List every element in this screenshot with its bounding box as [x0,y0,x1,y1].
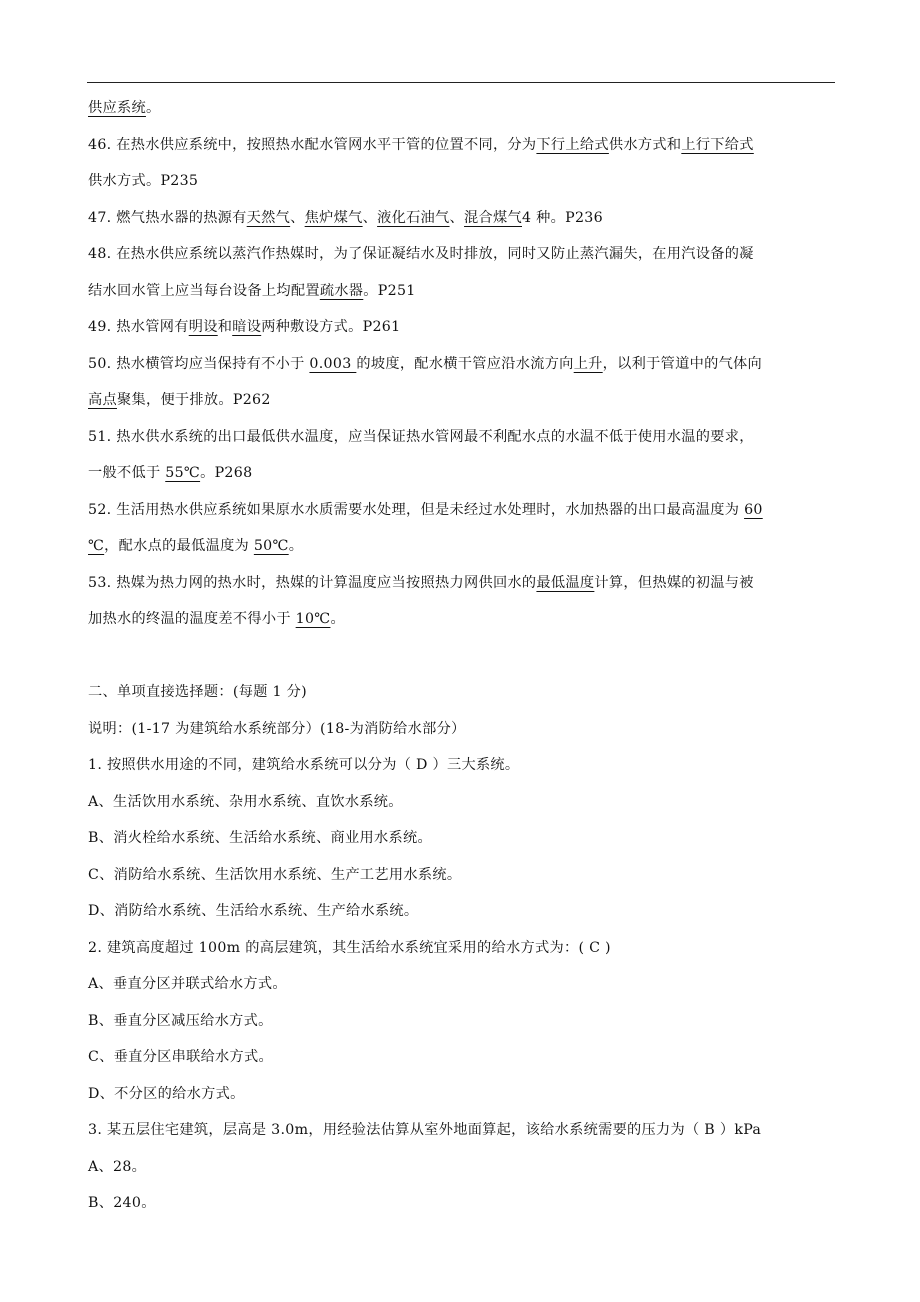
text-line [88,1039,848,1076]
underlined-answer: 暗设 [232,319,262,335]
text-segment: B、消火栓给水系统、生活给水系统、商业用水系统。 [88,830,432,846]
text-line [88,930,848,967]
document-body [88,90,848,1222]
text-segment: 。 [330,611,345,627]
text-segment: C、消防给水系统、生活饮用水系统、生产工艺用水系统。 [88,866,462,883]
text-segment: D、不分区的给水方式。 [88,1085,245,1102]
text-segment: D、消防给水系统、生活给水系统、生产给水系统。 [88,903,419,919]
underlined-answer: 液化石油气 [377,209,450,226]
text-line [88,784,848,821]
text-segment: 的坡度，配水横干管应沿水流方向 [356,355,574,372]
underlined-answer: ℃ [88,538,105,554]
text-line [88,309,848,346]
text-segment: 52. 生活用热水供应系统如果原水水质需要水处理，但是未经过水处理时，水加热器的出口最高温度为 [88,501,745,518]
text-line [88,1003,848,1040]
text-segment: 和 [217,319,233,335]
underlined-answer: 供应系统 [88,100,146,116]
underlined-answer: 下行上给式 [536,136,609,153]
text-segment: 两种敷设方式。P261 [261,319,401,335]
text-line [88,1076,848,1113]
text-line [88,90,848,127]
text-line [88,747,848,784]
text-line [88,346,848,383]
text-line [88,857,848,894]
text-segment: 51. 热水供水系统的出口最低供水温度，应当保证热水管网最不利配水点的水温不低于使用水温的要求， [88,428,754,445]
text-segment: 供水方式。P235 [88,173,199,189]
text-segment: 结水回水管上应当每台设备上均配置 [88,282,320,299]
blank-line [88,638,848,675]
text-segment: C、垂直分区串联给水方式。 [88,1049,274,1065]
text-line [88,711,848,748]
text-segment: 说明：(1-17 为建筑给水系统部分）(18-为消防给水部分） [88,720,466,737]
text-segment: 计算，但热媒的初温与被 [594,574,754,591]
text-segment: 49. 热水管网有 [88,319,189,335]
text-segment: A、生活饮用水系统、杂用水系统、直饮水系统。 [88,793,403,810]
text-segment: 聚集，便于排放。P262 [116,392,271,408]
text-line [88,674,848,711]
text-segment: 、 [449,209,465,226]
underlined-answer: 天然气 [246,209,291,226]
text-line [88,492,848,529]
text-segment: 供水方式和 [608,136,682,153]
text-line [88,601,848,638]
text-segment: 、 [290,209,305,226]
text-line [88,163,848,200]
text-line [88,820,848,857]
text-segment: 4 种。P236 [522,209,603,226]
underlined-answer: 60 [744,501,763,518]
text-segment: B、垂直分区减压给水方式。 [88,1012,273,1029]
underlined-answer: 50℃ [253,538,289,554]
text-segment: A、28。 [88,1158,147,1175]
text-segment: B、240。 [88,1195,156,1211]
underlined-answer: 高点 [88,392,117,408]
text-segment: 、 [362,209,378,226]
text-line [88,1149,848,1186]
underlined-answer: 最低温度 [536,574,595,591]
text-line [88,1185,848,1222]
text-segment: 2. 建筑高度超过 100m 的高层建筑，其生活给水系统宜采用的给水方式为：( C ) [88,939,611,956]
text-segment: 47. 燃气热水器的热源有 [88,209,247,226]
text-line [88,236,848,273]
text-line [88,893,848,930]
underlined-answer: 上行下给式 [681,136,754,153]
underlined-answer: 10℃ [295,611,331,627]
text-line [88,419,848,456]
text-segment: 48. 在热水供应系统以蒸汽作热媒时，为了保证凝结水及时排放，同时又防止蒸汽漏失，在用汽设备的凝 [88,246,754,262]
text-segment: 。P251 [363,282,416,299]
header-rule [87,82,835,83]
text-segment: A、垂直分区并联式给水方式。 [88,976,287,992]
underlined-answer: 焦炉煤气 [304,209,363,226]
text-line [88,966,848,1003]
text-line [88,528,848,565]
underlined-answer: 55℃ [165,465,201,481]
text-segment: 。 [288,538,304,554]
text-segment: ，以利于管道中的气体向 [602,355,763,372]
text-line [88,565,848,602]
text-segment: 53. 热媒为热力网的热水时，热媒的计算温度应当按照热力网供回水的 [88,574,537,591]
text-segment: 46. 在热水供应系统中，按照热水配水管网水平干管的位置不同，分为 [88,136,537,153]
text-segment: 二、单项直接选择题：(每题 1 分) [88,684,307,700]
text-segment: 3. 某五层住宅建筑，层高是 3.0m，用经验法估算从室外地面算起，该给水系统需要的压力为（ B ）kPa [88,1122,762,1138]
text-line [88,1112,848,1149]
text-line [88,382,848,419]
text-segment: ，配水点的最低温度为 [104,538,254,554]
text-line [88,200,848,237]
underlined-answer: 疏水器 [319,282,364,299]
text-segment: 1. 按照供水用途的不同，建筑给水系统可以分为（ D ）三大系统。 [88,757,520,773]
text-segment: 。 [145,100,161,116]
text-segment: 。P268 [200,465,253,481]
underlined-answer: 明设 [188,319,218,335]
text-line [88,127,848,164]
text-line [88,273,848,310]
text-segment: 50. 热水横管均应当保持有不小于 [88,355,310,372]
underlined-answer: 上升 [573,355,603,372]
underlined-answer: 混合煤气 [464,209,522,226]
text-segment: 一般不低于 [88,465,166,481]
text-line [88,455,848,492]
underlined-answer: 0.003 [309,355,357,372]
text-segment: 加热水的终温的温度差不得小于 [88,611,296,627]
